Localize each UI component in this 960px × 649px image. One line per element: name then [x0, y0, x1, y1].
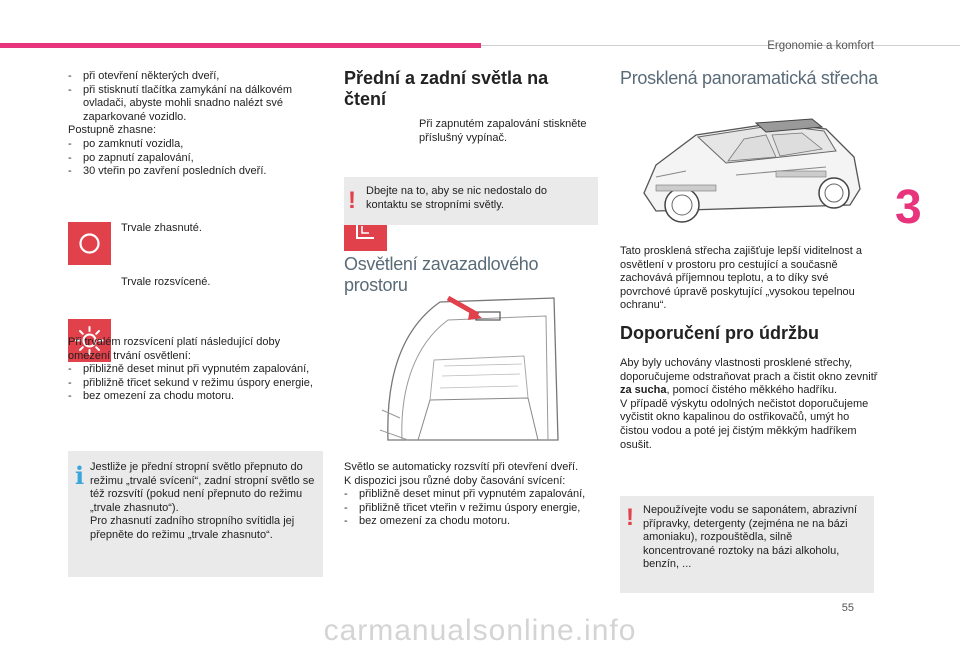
bullet-marker — [397, 118, 419, 145]
maintenance-p2: V případě výskytu odolných nečistot doporučujeme vyčistit okno kapalinou do ostřikovačů, umýt ho čistou vodou a poté jej čistým měkkým hadříkem osušit. — [620, 397, 869, 451]
car-illustration — [626, 105, 866, 235]
maintenance-text — [620, 357, 878, 452]
panoramic-roof-title: Prosklená panoramatická střecha — [620, 68, 878, 88]
page-number: 55 — [841, 602, 854, 614]
list-item: - přibližně třicet vteřin v režimu úspory energie, — [344, 501, 581, 514]
reading-light-bullet: Při zapnutém zapalování stiskněte příslušný vypínač. — [397, 118, 597, 145]
maintenance-title: Doporučení pro údržbu — [620, 323, 819, 343]
section-title: Ergonomie a komfort — [767, 40, 874, 52]
warning-text: Dbejte na to, aby se nic nedostalo do kontaktu se stropními světly. — [366, 185, 548, 211]
info-note-text: Jestliže je přední stropní světlo přepnuto do režimu „trvalé svícení“, zadní stropní světlo se též rozsvítí (pokud není přepnuto do režimu „trvale zhasnuto“). Pro zhasnutí zadního stropního svítidla jej přepněte do režimu „trvale zhasnuto“. — [90, 461, 315, 541]
light-on-label: Trvale rozsvícené. — [121, 276, 211, 288]
header-accent-bar — [0, 43, 481, 48]
fade-title: Postupně zhasne: — [68, 124, 157, 137]
light-off-label: Trvale zhasnuté. — [121, 222, 202, 234]
limits-text: Při trvalém rozsvícení platí následující doby omezení trvání osvětlení: — [68, 336, 281, 362]
trunk-text: Světlo se automaticky rozsvítí při otevření dveří. K dispozici jsou různé doby časování svícení: — [344, 461, 579, 487]
list-item: - bez omezení za chodu motoru. — [344, 515, 511, 528]
list-item: - 30 vteřin po zavření posledních dveří. — [68, 165, 267, 178]
panoramic-roof-desc: Tato prosklená střecha zajišťuje lepší viditelnost a osvětlení v prostoru pro cestující a současně zachovává příjemnou teplotu, a to díky své povrchové úpravě poskytující „vysokou tepelnou ochranu“. — [620, 245, 862, 312]
list-item: - přibližně deset minut při vypnutém zapalování, — [68, 363, 310, 376]
list-item: - po zamknutí vozidla, — [68, 137, 184, 150]
trunk-light-title: Osvětlení zavazadlového prostoru — [344, 254, 539, 295]
list-item: - bez omezení za chodu motoru. — [68, 390, 235, 403]
warning-icon: ! — [626, 504, 634, 531]
reading-lights-title: Přední a zadní světla na čtení — [344, 68, 549, 109]
list-item: - přibližně deset minut při vypnutém zapalování, — [344, 488, 586, 501]
list-item: - při stisknutí tlačítka zamykání na dálkovém ovladači, abyste mohli snadno nalézt své zaparkované vozidlo. — [68, 83, 293, 123]
list-item: - po zapnutí zapalování, — [68, 151, 194, 164]
trunk-light-block — [344, 461, 596, 529]
warning-icon: ! — [348, 187, 356, 214]
warning-note — [344, 177, 598, 225]
list-item: - přibližně třicet sekund v režimu úspory energie, — [68, 376, 313, 389]
limits-block — [68, 336, 323, 404]
info-icon: i — [75, 461, 85, 490]
list-item: - při otevření některých dveří, — [68, 70, 220, 82]
column-1 — [68, 70, 323, 179]
maintenance-warning-text: Nepoužívejte vodu se saponátem, abrazivní přípravky, detergenty (zejména ne na bázi amoniaku), rozpouštědla, silně koncentrované roztoky na bázi alkoholu, benzín, ... — [643, 504, 858, 571]
maintenance-p1: Aby byly uchovány vlastnosti prosklené střechy, doporučujeme odstraňovat prach a čistit okno zevnitř za sucha, pomocí čistého měkkého hadříku. — [620, 357, 878, 397]
light-off-icon — [68, 222, 111, 265]
maintenance-warning — [620, 496, 874, 593]
trunk-illustration — [378, 290, 564, 450]
chapter-number: 3 — [895, 181, 922, 234]
info-note — [68, 451, 323, 577]
header-rule — [481, 45, 960, 46]
watermark: carmanualsonline.info — [323, 614, 637, 647]
